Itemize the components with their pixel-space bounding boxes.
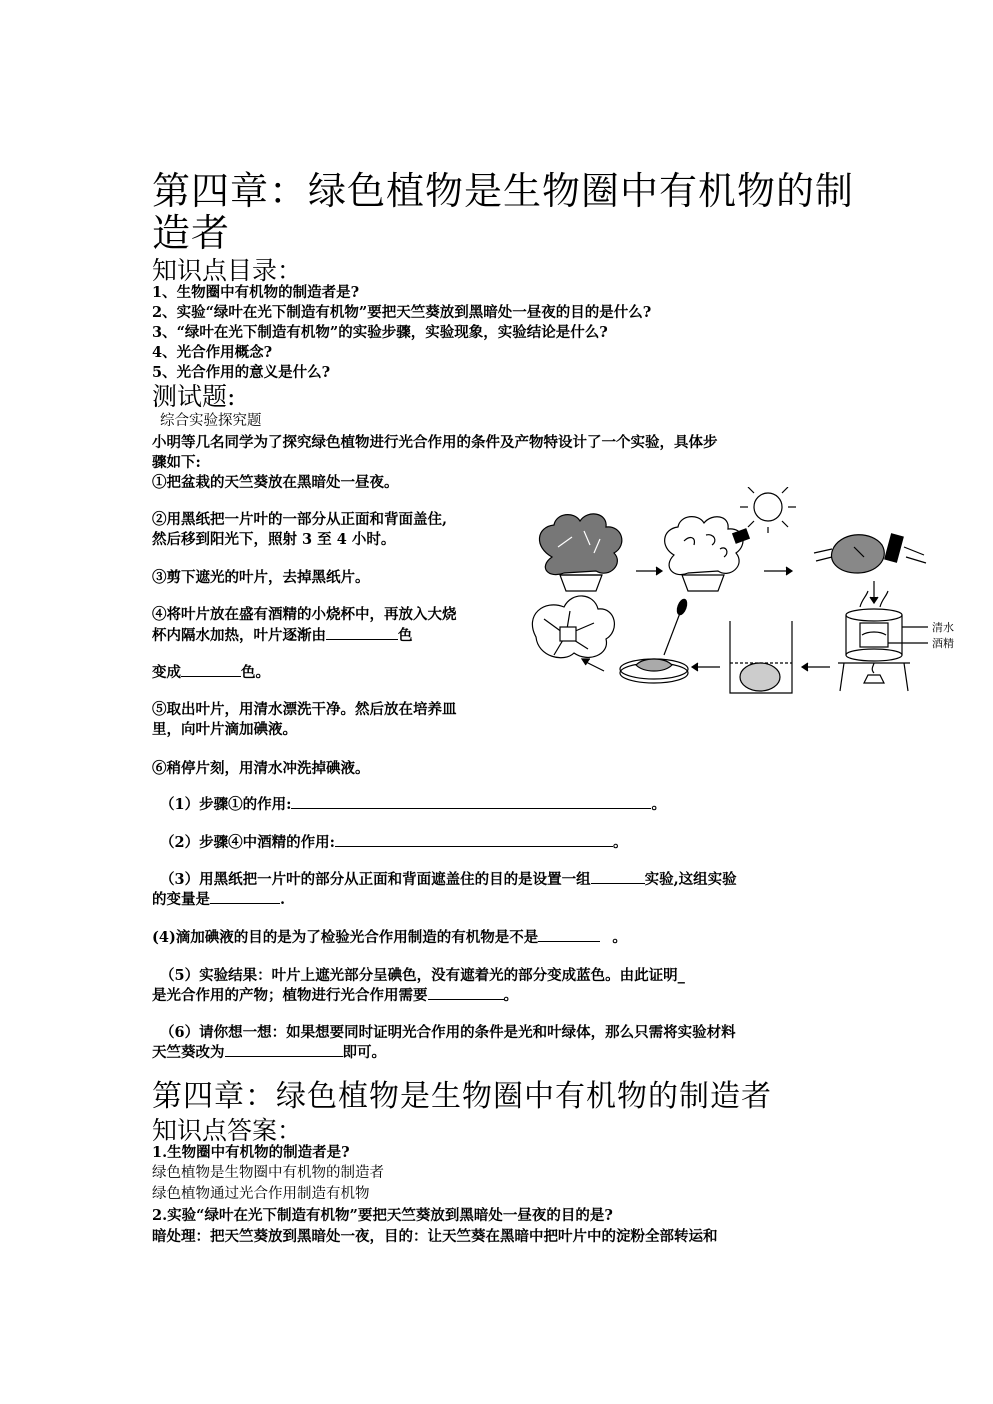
step-4-line2-text: 杯内隔水加热，叶片逐渐由 — [152, 627, 326, 644]
step-6: ⑥稍停片刻，用清水冲洗掉碘液。 — [152, 760, 370, 777]
toc-item-5: 5、光合作用的意义是什么? — [152, 364, 331, 381]
step-5-line1: ⑤取出叶片，用清水漂洗干净。然后放在培养皿 — [152, 701, 457, 718]
answer-blank-q6[interactable] — [225, 1043, 343, 1057]
toc-item-4: 4、光合作用概念? — [152, 344, 273, 361]
potted-plant-covered-leaf-icon — [665, 517, 750, 591]
step-2-line2: 然后移到阳光下，照射 3 至 4 小时。 — [152, 531, 396, 548]
answer-line-5: 暗处理：把天竺葵放到黑暗处一夜，目的：让天竺葵在黑暗中把叶片中的淀粉全部转运和 — [152, 1228, 718, 1245]
test-subheading: 综合实验探究题 — [160, 413, 262, 429]
question-6-line2 — [152, 1043, 386, 1062]
question-4-end: 。 — [612, 929, 627, 946]
answer-blank-to-color[interactable] — [181, 663, 241, 677]
step-4-line1: ④将叶片放在盛有酒精的小烧杯中，再放入大烧 — [152, 606, 457, 623]
answer-blank-from-color[interactable] — [326, 626, 398, 640]
toc-item-2: 2、实验“绿叶在光下制造有机物”要把天竺葵放到黑暗处一昼夜的目的是什么? — [152, 304, 652, 321]
step-4-line3 — [152, 663, 270, 682]
test-intro-line2: 骤如下: — [152, 454, 201, 471]
toc-item-1: 1、生物圈中有机物的制造者是? — [152, 284, 360, 301]
question-3-line2-text: 的变量是 — [152, 891, 210, 908]
question-3-line2 — [152, 890, 285, 909]
hands-removing-leaf-icon — [814, 534, 926, 573]
test-heading: 测试题: — [152, 382, 236, 411]
question-5-line2 — [152, 986, 518, 1005]
question-4 — [152, 928, 627, 947]
diagram-label-alcohol: 酒精 — [932, 637, 954, 650]
answer-blank-q5[interactable] — [428, 986, 504, 1000]
sun-icon — [740, 487, 796, 533]
beaker-rinse-icon — [730, 621, 792, 693]
potted-plant-dark-icon — [539, 514, 621, 591]
question-6-line1: （6）请你想一想：如果想要同时证明光合作用的条件是光和叶绿体，那么只需将实验材料 — [160, 1024, 736, 1041]
answers-title: 第四章：绿色植物是生物圈中有机物的制造者 — [152, 1079, 772, 1114]
step-4-line2-end: 色 — [398, 627, 413, 644]
question-3-line1 — [160, 870, 737, 889]
answer-line-2: 绿色植物是生物圈中有机物的制造者 — [152, 1165, 384, 1181]
step-4-line3-end: 色。 — [241, 664, 270, 681]
step-4-line2 — [152, 626, 413, 645]
step-5-line2: 里，向叶片滴加碘液。 — [152, 721, 297, 738]
answer-line-3: 绿色植物通过光合作用制造有机物 — [152, 1186, 370, 1202]
toc-heading: 知识点目录： — [152, 256, 303, 285]
result-leaf-icon — [532, 596, 614, 658]
experiment-diagram — [524, 487, 970, 701]
page-title-line1: 第四章：绿色植物是生物圈中有机物的制 — [152, 169, 855, 213]
question-1 — [160, 795, 666, 814]
toc-item-3: 3、“绿叶在光下制造有机物”的实验步骤，实验现象，实验结论是什么? — [152, 324, 608, 341]
question-2 — [160, 833, 627, 852]
answer-blank-q2[interactable] — [335, 833, 613, 847]
answer-line-4: 2.实验“绿叶在光下制造有机物”要把天竺葵放到黑暗处一昼夜的目的是? — [152, 1207, 613, 1224]
test-intro-line1: 小明等几名同学为了探究绿色植物进行光合作用的条件及产物特设计了一个实验，具体步 — [152, 434, 718, 451]
question-3-line1-end: 实验,这组实验 — [644, 871, 737, 888]
step-3: ③剪下遮光的叶片，去掉黑纸片。 — [152, 569, 370, 586]
petri-dish-iodine-dropper-icon — [620, 598, 688, 683]
question-4-text: (4)滴加碘液的目的是为了检验光合作用制造的有机物是不是 — [152, 929, 539, 946]
question-5-line2-end: 。 — [503, 987, 518, 1004]
step-2-line1: ②用黑纸把一片叶的一部分从正面和背面盖住, — [152, 511, 448, 528]
answer-blank-q3-variable[interactable] — [210, 890, 280, 904]
answers-heading: 知识点答案： — [152, 1116, 303, 1145]
question-3-text: （3）用黑纸把一片叶的部分从正面和背面遮盖住的目的是设置一组 — [160, 871, 591, 888]
answer-blank-q1[interactable] — [291, 795, 651, 809]
step-1: ①把盆栽的天竺葵放在黑暗处一昼夜。 — [152, 474, 399, 491]
question-1-end: 。 — [651, 796, 666, 813]
water-bath-heating-icon — [838, 591, 928, 691]
question-2-text: （2）步骤④中酒精的作用: — [160, 834, 335, 851]
question-6-line2-text: 天竺葵改为 — [152, 1044, 225, 1061]
step-4-line3-text: 变成 — [152, 664, 181, 681]
question-2-end: 。 — [612, 834, 628, 851]
question-1-text: （1）步骤①的作用: — [160, 796, 292, 813]
answer-blank-q4[interactable] — [538, 928, 600, 942]
diagram-label-water: 清水 — [932, 621, 954, 634]
question-3-line2-end: . — [280, 891, 286, 908]
question-5-line1: （5）实验结果：叶片上遮光部分呈碘色，没有遮着光的部分变成蓝色。由此证明_ — [160, 967, 685, 984]
question-5-line2-text: 是光合作用的产物；植物进行光合作用需要 — [152, 987, 428, 1004]
answer-line-1: 1.生物圈中有机物的制造者是? — [152, 1144, 350, 1161]
answer-blank-q3-group[interactable] — [591, 870, 645, 884]
page-title-line2: 造者 — [152, 211, 231, 255]
question-6-line2-end: 即可。 — [342, 1044, 386, 1061]
